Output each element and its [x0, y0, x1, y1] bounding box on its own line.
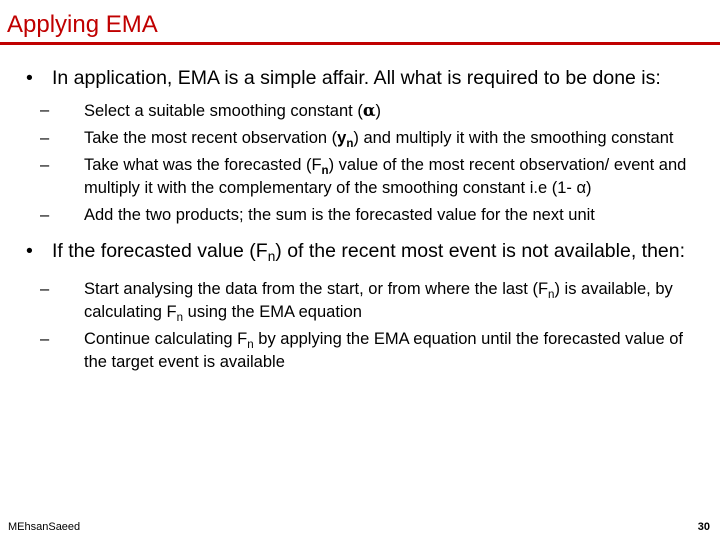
sub-item	[38, 99, 696, 123]
sub-text: by applying the EMA equation until the forecasted value of the target event is available	[84, 330, 683, 371]
page-number: 30	[697, 521, 710, 533]
title-divider	[0, 42, 720, 45]
sub-item	[38, 204, 696, 227]
sub-text: Select a suitable smoothing constant (	[84, 102, 363, 120]
dash-icon: –	[40, 280, 50, 298]
sub-item	[38, 278, 696, 324]
subscript: n	[267, 249, 276, 264]
dash-icon: –	[40, 129, 50, 147]
bullet-icon: •	[26, 240, 33, 262]
sub-text: Take what was the forecasted (F	[84, 156, 322, 174]
bullet-item	[26, 239, 696, 264]
sub-text: ) is available, by calculating F	[84, 280, 673, 321]
sub-list	[38, 278, 696, 374]
subscript: n	[247, 339, 254, 351]
sub-item	[38, 154, 696, 200]
dash-icon: –	[40, 206, 50, 224]
sub-item	[38, 328, 696, 374]
alpha-symbol: α	[362, 101, 376, 120]
sub-text: Start analysing the data from the start, or from where the last (F	[84, 280, 549, 298]
bullet-item	[26, 66, 696, 91]
sub-text: ) and multiply it with the smoothing constant	[353, 129, 674, 147]
subscript: n	[548, 289, 555, 301]
footer-author: MEhsanSaeed	[8, 521, 81, 533]
sub-item	[38, 127, 696, 150]
sub-text: Continue calculating F	[84, 330, 248, 348]
subscript: n	[321, 165, 329, 177]
bullet-text: ) of the recent most event is not available, then:	[275, 240, 686, 262]
sub-list	[38, 99, 696, 227]
dash-icon: –	[40, 101, 50, 119]
bullet-text: If the forecasted value (F	[52, 240, 268, 262]
sub-text: )	[375, 102, 382, 120]
subscript: n	[176, 312, 184, 324]
subscript: n	[346, 138, 354, 150]
dash-icon: –	[40, 156, 50, 174]
variable-y: y	[337, 129, 347, 147]
sub-text: Take the most recent observation (	[84, 129, 338, 147]
sub-text: using the EMA equation	[183, 303, 362, 321]
sub-text: Add the two products; the sum is the forecasted value for the next unit	[84, 206, 595, 224]
bullet-text: In application, EMA is a simple affair. All what is required to be done is:	[52, 67, 661, 89]
slide-content	[26, 66, 696, 378]
slide-title: Applying EMA	[7, 11, 158, 38]
dash-icon: –	[40, 330, 50, 348]
sub-text: ) value of the most recent observation/ event and multiply it with the complementary of the smoothing constant i.e (1- α)	[84, 156, 687, 197]
bullet-icon: •	[26, 67, 33, 89]
